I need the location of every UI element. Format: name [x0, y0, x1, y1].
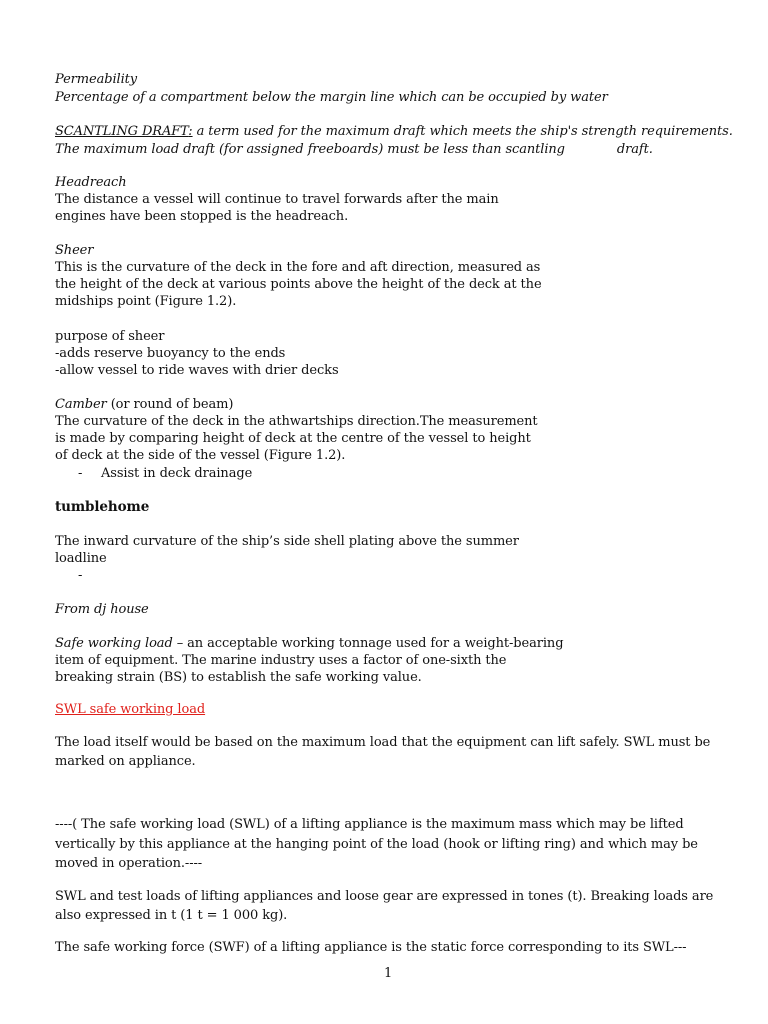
sheer-purpose-title: purpose of sheer	[55, 329, 165, 344]
camber-title-line	[55, 396, 233, 413]
source-note: From dj house	[55, 602, 149, 617]
swl-para2-line: ----( The safe working load (SWL) of a lifting appliance is the maximum mass which may be lifted	[55, 817, 684, 832]
swl-para3-line: SWL and test loads of lifting appliances and loose gear are expressed in tones (t). Breaking loads are	[55, 889, 714, 904]
tumblehome-title: tumblehome	[55, 499, 150, 515]
scantling-colon: :	[188, 124, 193, 139]
headreach-title: Headreach	[55, 175, 127, 190]
sheer-line: This is the curvature of the deck in the fore and aft direction, measured as	[55, 260, 541, 275]
camber-bullet: -	[78, 466, 83, 481]
camber-line: The curvature of the deck in the athwartships direction.The measurement	[55, 414, 538, 429]
camber-line: is made by comparing height of deck at the centre of the vessel to height	[55, 431, 531, 446]
tumblehome-dash: -	[78, 568, 83, 583]
sheer-line: the height of the deck at various points above the height of the deck at the	[55, 277, 542, 292]
permeability-definition: Percentage of a compartment below the margin line which can be occupied by water	[55, 90, 608, 105]
tumblehome-line: The inward curvature of the ship’s side shell plating above the summer	[55, 534, 519, 549]
swl-para4-line: The safe working force (SWF) of a lifting appliance is the static force corresponding to its SWL---	[55, 940, 687, 955]
swl-intro-term: Safe working load	[55, 636, 173, 651]
scantling-line-1	[55, 123, 733, 140]
swl-intro-line: item of equipment. The marine industry uses a factor of one-sixth the	[55, 653, 507, 668]
swl-para1-line: marked on appliance.	[55, 754, 196, 769]
scantling-line2-end: draft.	[616, 142, 653, 157]
scantling-line1-rest: a term used for the maximum draft which meets the ship's strength requirements.	[192, 124, 733, 139]
camber-title: Camber	[55, 397, 107, 412]
swl-para2-line: vertically by this appliance at the hanging point of the load (hook or lifting ring) and which may be	[55, 837, 698, 852]
camber-title-suffix: (or round of beam)	[106, 397, 234, 412]
sheer-line: midships point (Figure 1.2).	[55, 294, 237, 309]
scantling-term: SCANTLING DRAFT	[55, 124, 189, 139]
swl-para2-line: moved in operation.----	[55, 856, 203, 871]
tumblehome-line: loadline	[55, 551, 107, 566]
headreach-line: engines have been stopped is the headreach.	[55, 209, 349, 224]
scantling-line2-text: The maximum load draft (for assigned freeboards) must be less than scantling	[55, 142, 565, 157]
sheer-purpose-item: -adds reserve buoyancy to the ends	[55, 346, 286, 361]
scantling-line-2	[55, 141, 653, 158]
page-number: 1	[384, 966, 393, 981]
sheer-title: Sheer	[55, 243, 94, 258]
swl-para1-line: The load itself would be based on the maximum load that the equipment can lift safely. SWL must be	[55, 735, 711, 750]
sheer-purpose-item: -allow vessel to ride waves with drier decks	[55, 363, 339, 378]
swl-intro-line: breaking strain (BS) to establish the safe working value.	[55, 670, 422, 685]
swl-para3-line: also expressed in t (1 t = 1 000 kg).	[55, 908, 288, 923]
swl-heading: SWL safe working load	[55, 702, 206, 717]
permeability-title: Permeability	[55, 72, 138, 87]
headreach-line: The distance a vessel will continue to travel forwards after the main	[55, 192, 499, 207]
camber-bullet-text: Assist in deck drainage	[101, 466, 253, 481]
swl-intro-rest: – an acceptable working tonnage used for a weight-bearing	[172, 636, 564, 651]
camber-line: of deck at the side of the vessel (Figure 1.2).	[55, 448, 346, 463]
swl-intro-line-1	[55, 635, 563, 652]
